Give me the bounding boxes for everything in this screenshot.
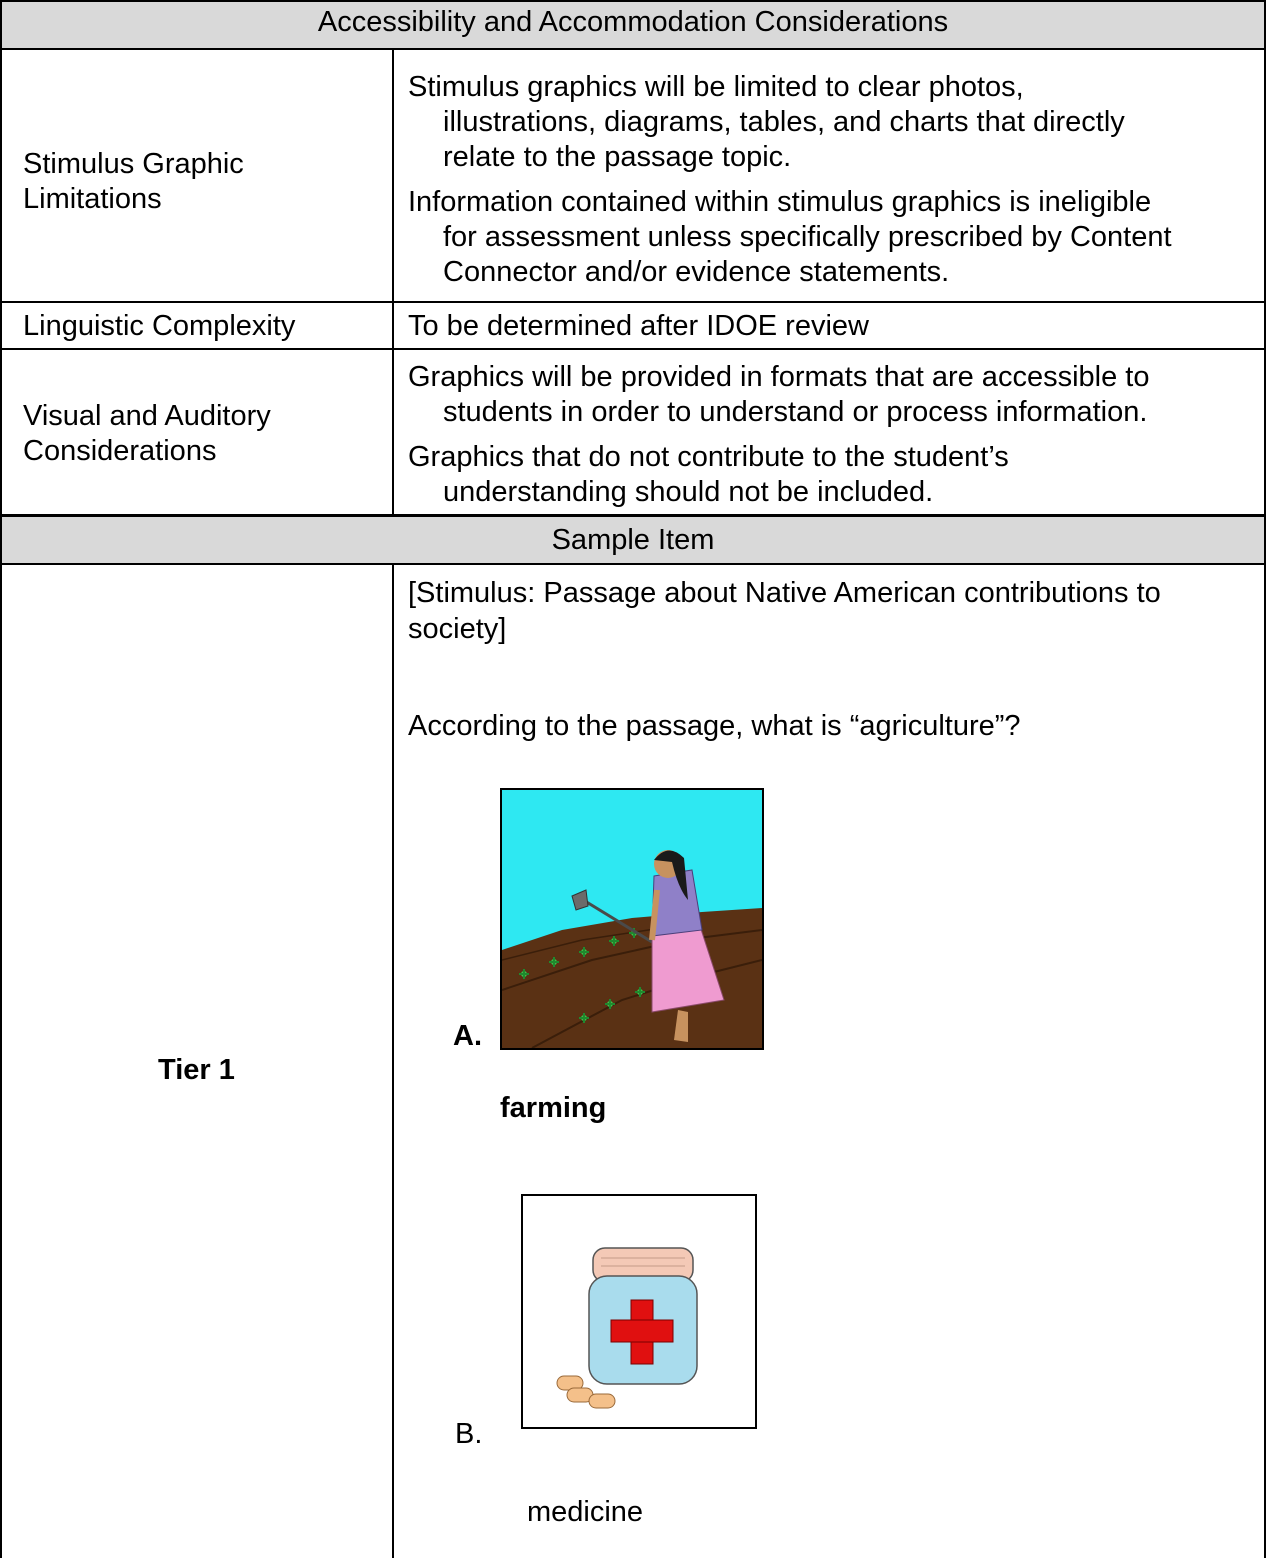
option-a-word: farming (500, 1092, 607, 1124)
row-label: Stimulus Graphic (23, 148, 244, 180)
table-border-top (0, 0, 1266, 2)
stimulus-text: [Stimulus: Passage about Native American contributions to (408, 577, 1161, 609)
column-divider (392, 48, 394, 515)
row-text: To be determined after IDOE review (408, 310, 869, 342)
row-divider (0, 563, 1266, 565)
row-divider (0, 514, 1266, 517)
row-text: students in order to understand or process information. (443, 396, 1148, 428)
row-text: illustrations, diagrams, tables, and charts that directly (443, 106, 1125, 138)
row-label: Limitations (23, 183, 162, 215)
row-text: understanding should not be included. (443, 476, 934, 508)
row-label: Visual and Auditory (23, 400, 271, 432)
row-label: Linguistic Complexity (23, 310, 296, 342)
farming-picture-icon (500, 788, 764, 1050)
row-text: Graphics will be provided in formats that are accessible to (408, 361, 1150, 393)
row-label: Considerations (23, 435, 217, 467)
question-text: According to the passage, what is “agriculture”? (408, 710, 1021, 742)
row-divider (0, 348, 1266, 350)
row-text: Connector and/or evidence statements. (443, 256, 950, 288)
table-border-left (0, 0, 2, 1558)
row-text: Stimulus graphics will be limited to clear photos, (408, 71, 1024, 103)
accessibility-header-text: Accessibility and Accommodation Considerations (317, 6, 949, 38)
row-text: Graphics that do not contribute to the student’s (408, 441, 1009, 473)
stimulus-text: society] (408, 613, 507, 645)
row-divider (0, 48, 1266, 50)
sample-item-header-text: Sample Item (551, 524, 715, 556)
row-divider (0, 301, 1266, 303)
medicine-jar-picture-icon (521, 1194, 757, 1429)
option-a-letter: A. (453, 1020, 482, 1052)
tier-label: Tier 1 (158, 1054, 235, 1086)
column-divider (392, 563, 394, 1558)
row-text: Information contained within stimulus graphics is ineligible (408, 186, 1152, 218)
option-b-letter: B. (455, 1418, 483, 1450)
row-text: for assessment unless specifically prescribed by Content (443, 221, 1172, 253)
row-text: relate to the passage topic. (443, 141, 792, 173)
option-b-word: medicine (527, 1496, 644, 1528)
